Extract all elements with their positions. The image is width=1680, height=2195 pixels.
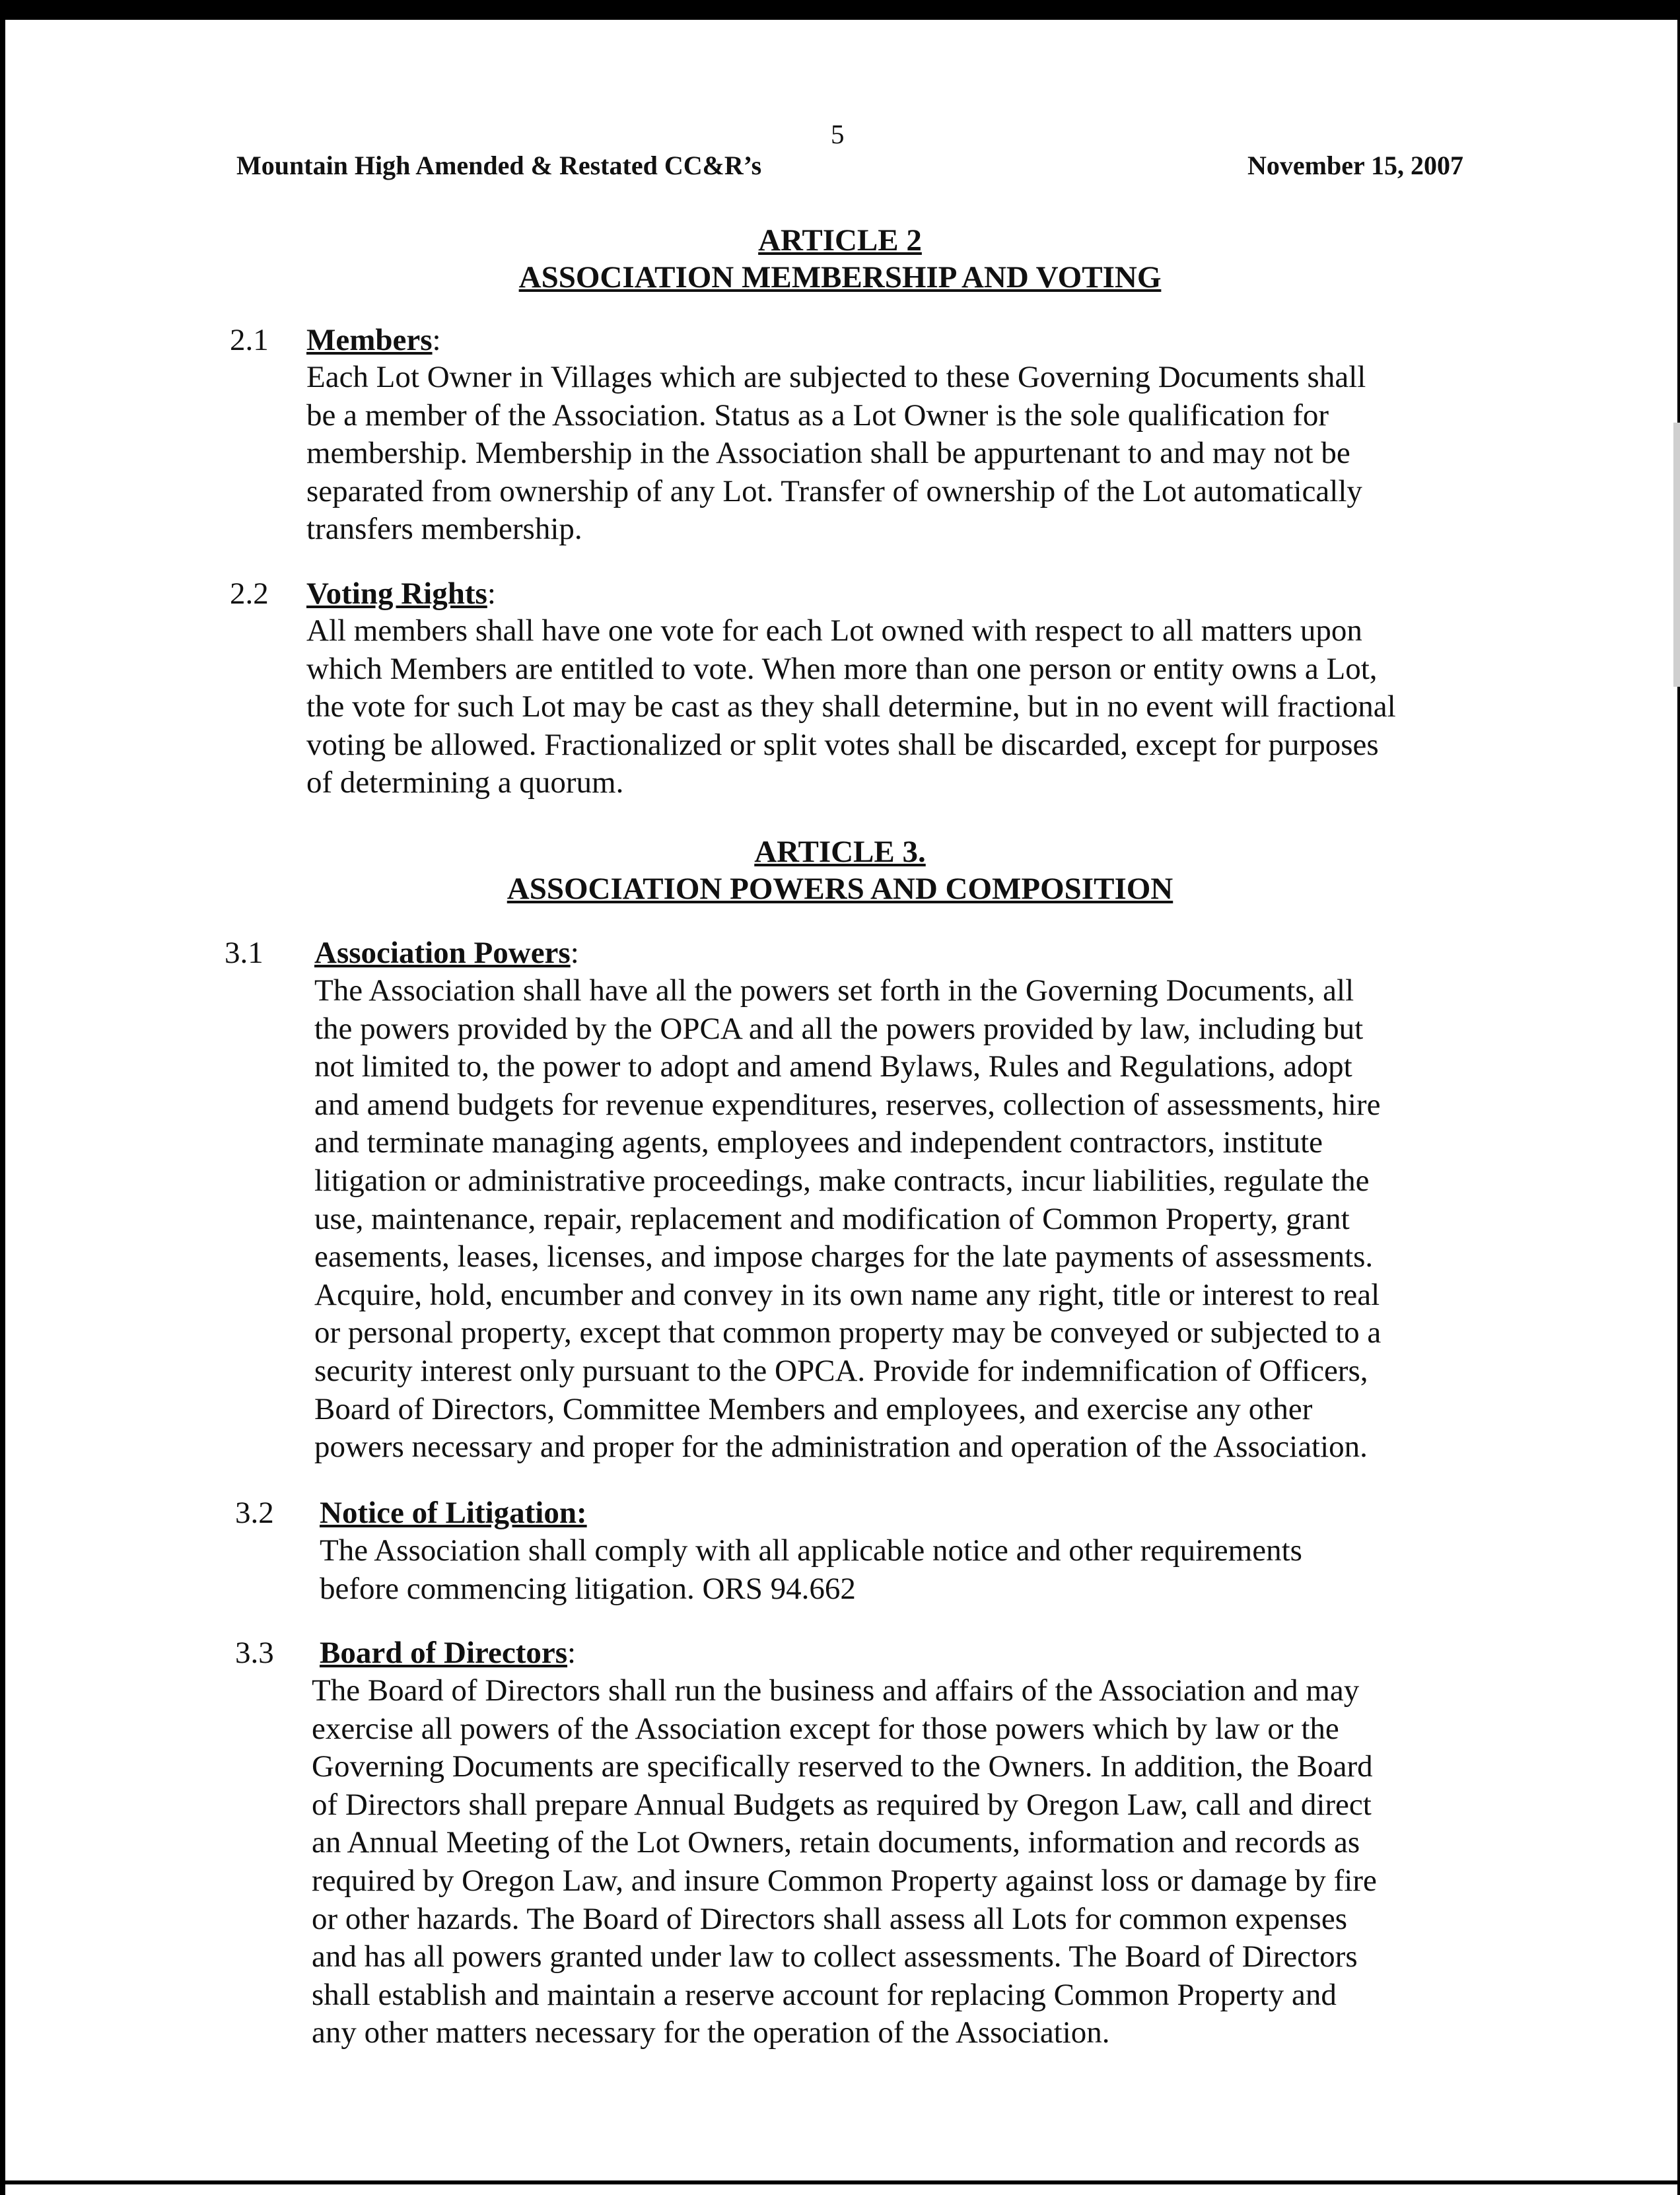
section-3-3-line: any other matters necessary for the operation of the Association. [312,2015,1110,2050]
section-3-3-line: The Board of Directors shall run the business and affairs of the Association and may [312,1673,1360,1708]
section-3-3-number: 3.3 [235,1636,274,1670]
article-2-subtitle: ASSOCIATION MEMBERSHIP AND VOTING [518,260,1162,295]
section-3-3-line: exercise all powers of the Association except for those powers which by law or the [312,1711,1339,1746]
section-3-1-title-colon: : [570,936,579,970]
section-2-2-line: of determining a quorum. [306,765,624,800]
section-3-1-line: security interest only pursuant to the OPCA. Provide for indemnification of Officers, [314,1353,1368,1388]
section-2-1-line: separated from ownership of any Lot. Transfer of ownership of the Lot automatically [306,473,1362,508]
section-2-2-line: which Members are entitled to vote. When more than one person or entity owns a Lot, [306,651,1378,686]
section-2-1-line: Each Lot Owner in Villages which are subjected to these Governing Documents shall [306,360,1366,394]
section-3-1-line: or personal property, except that common property may be conveyed or subjected to a [314,1315,1382,1350]
section-3-1-line: easements, leases, licenses, and impose charges for the late payments of assessments. [314,1239,1374,1274]
section-3-1-title [314,934,579,972]
section-2-1-line: transfers membership. [306,512,582,547]
section-2-2-number: 2.2 [230,576,269,611]
section-2-2-title [306,575,496,613]
section-2-2-line: voting be allowed. Fractionalized or split votes shall be discarded, except for purposes [306,727,1379,762]
section-3-3-title-text: Board of Directors [320,1636,568,1670]
scan-right-notch [1673,423,1680,687]
section-3-3-line: required by Oregon Law, and insure Common Property against loss or damage by fire [312,1863,1377,1898]
document-title-header: Mountain High Amended & Restated CC&R’s [236,151,762,180]
section-3-2-body [320,1532,1302,1608]
section-2-1-line: membership. Membership in the Association shall be appurtenant to and may not be [306,436,1350,471]
section-3-1-title-text: Association Powers [314,936,571,970]
section-2-1-title-colon: : [432,323,441,357]
section-3-3-line: shall establish and maintain a reserve account for replacing Common Property and [312,1977,1337,2012]
section-3-2-number: 3.2 [235,1496,274,1530]
section-2-1-number: 2.1 [230,323,269,357]
page-number: 5 [831,119,845,149]
section-2-2-title-text: Voting Rights [306,576,487,611]
scan-top-border [0,0,1680,20]
scan-right-border [1677,0,1680,2195]
section-2-2-title-colon: : [487,576,496,611]
section-3-1-line: Acquire, hold, encumber and convey in its own name any right, title or interest to real [314,1277,1380,1312]
section-3-1-line: powers necessary and proper for the administration and operation of the Association. [314,1430,1368,1465]
section-3-1-line: The Association shall have all the powers set forth in the Governing Documents, all [314,973,1354,1008]
section-3-3-title [320,1634,576,1672]
scan-bottom-border [0,2180,1680,2184]
section-3-3-line: of Directors shall prepare Annual Budgets as required by Oregon Law, call and direct [312,1787,1372,1822]
section-2-1-body [306,359,1366,549]
section-3-1-line: and terminate managing agents, employees and independent contractors, institute [314,1125,1323,1160]
section-3-1-line: and amend budgets for revenue expenditures, reserves, collection of assessments, hire [314,1087,1381,1122]
section-3-3-title-colon: : [567,1636,577,1670]
section-2-2-body [306,612,1396,802]
article-2-heading [0,222,1680,296]
article-3-heading [0,833,1680,907]
section-3-3-line: and has all powers granted under law to collect assessments. The Board of Directors [312,1939,1358,1974]
article-3-title: ARTICLE 3. [754,835,926,869]
section-3-1-line: litigation or administrative proceedings, make contracts, incur liabilities, regulate the [314,1163,1370,1198]
section-3-2-title [320,1494,587,1532]
section-2-2-line: the vote for such Lot may be cast as they shall determine, but in no event will fractional [306,689,1396,724]
article-3-subtitle: ASSOCIATION POWERS AND COMPOSITION [507,872,1173,906]
section-3-1-line: Board of Directors, Committee Members and employees, and exercise any other [314,1391,1313,1426]
section-3-3-line: Governing Documents are specifically reserved to the Owners. In addition, the Board [312,1749,1373,1784]
section-3-1-line: use, maintenance, repair, replacement and modification of Common Property, grant [314,1201,1350,1236]
section-2-1-title-text: Members [306,323,433,357]
document-date-header: November 15, 2007 [1247,151,1463,180]
section-2-1-title [306,321,441,359]
scan-left-border [0,0,5,2195]
section-3-3-line: or other hazards. The Board of Directors shall assess all Lots for common expenses [312,1901,1347,1936]
section-2-1-line: be a member of the Association. Status as a Lot Owner is the sole qualification for [306,398,1329,433]
section-3-2-title-text: Notice of Litigation: [320,1496,587,1530]
section-3-2-line: The Association shall comply with all applicable notice and other requirements [320,1533,1302,1568]
section-3-3-body [312,1672,1377,2052]
section-3-1-line: not limited to, the power to adopt and amend Bylaws, Rules and Regulations, adopt [314,1049,1352,1084]
section-3-1-number: 3.1 [225,936,263,970]
article-2-title: ARTICLE 2 [758,223,922,258]
section-3-3-line: an Annual Meeting of the Lot Owners, retain documents, information and records as [312,1825,1360,1860]
section-3-2-line: before commencing litigation. ORS 94.662 [320,1571,856,1606]
section-3-1-line: the powers provided by the OPCA and all the powers provided by law, including but [314,1011,1364,1046]
section-3-1-body [314,972,1381,1467]
section-2-2-line: All members shall have one vote for each Lot owned with respect to all matters upon [306,613,1362,648]
